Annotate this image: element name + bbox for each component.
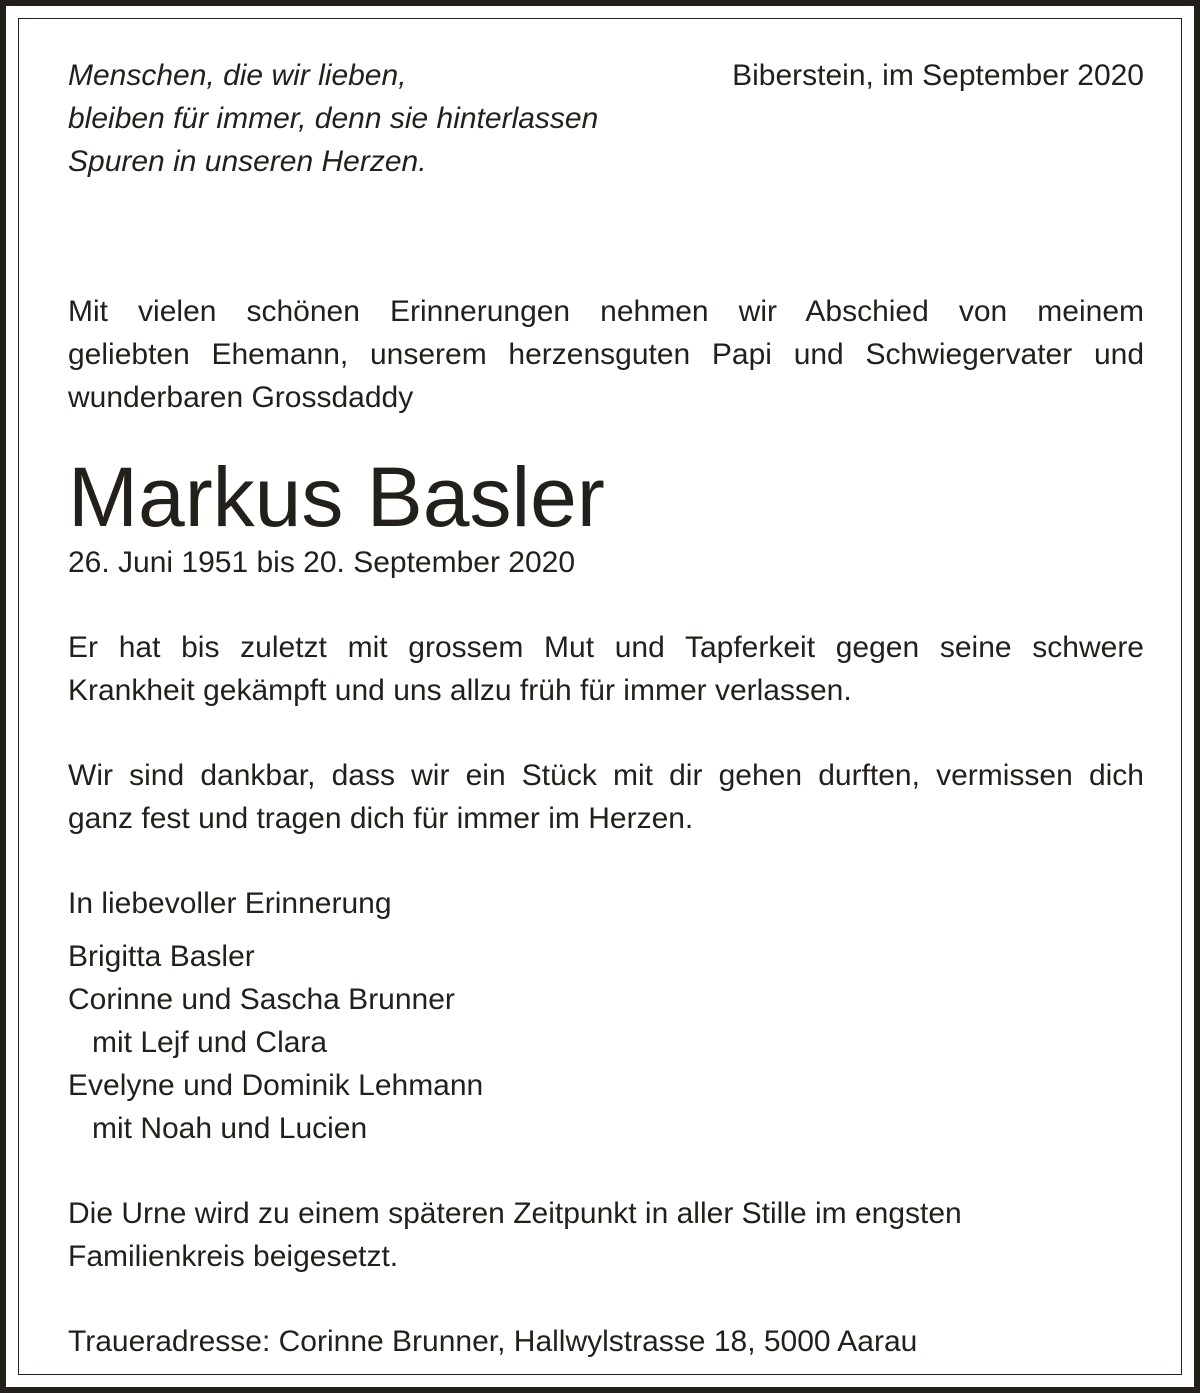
signer-name: Brigitta Basler xyxy=(68,940,255,973)
signer-name: Corinne und Sascha Brunner xyxy=(68,983,455,1016)
motto-line: bleiben für immer, denn sie hinterlassen xyxy=(68,102,599,135)
deceased-name: Markus Basler xyxy=(68,450,605,544)
paragraph-line: ganz fest und tragen dich für immer im Herzen. xyxy=(68,802,694,835)
remembrance-line: In liebevoller Erinnerung xyxy=(68,887,392,920)
signer-children: mit Noah und Lucien xyxy=(92,1112,368,1145)
intro-line: wunderbaren Grossdaddy xyxy=(68,381,414,414)
paragraph-line: Er hat bis zuletzt mit grossem Mut und Tapferkeit gegen seine schwere xyxy=(68,631,1144,664)
paragraph-struggle xyxy=(68,626,1144,712)
motto-line: Menschen, die wir lieben, xyxy=(68,59,407,92)
motto-quote xyxy=(68,54,598,183)
obituary-content xyxy=(68,54,1144,1363)
paragraph-line: Krankheit gekämpft und uns allzu früh für immer verlassen. xyxy=(68,674,852,707)
signers-list xyxy=(68,935,1144,1150)
place-date: Biberstein, im September 2020 xyxy=(732,59,1144,92)
intro-line: Mit vielen schönen Erinnerungen nehmen wir Abschied von meinem xyxy=(68,295,1144,328)
intro-line: geliebten Ehemann, unserem herzensguten Papi und Schwiegervater und xyxy=(68,338,1144,371)
motto-line: Spuren in unseren Herzen. xyxy=(68,145,427,178)
urn-notice-line: Familienkreis beigesetzt. xyxy=(68,1240,399,1273)
paragraph-line: Wir sind dankbar, dass wir ein Stück mit dir gehen durften, vermissen dich xyxy=(68,759,1144,792)
urn-notice xyxy=(68,1192,1144,1278)
life-dates: 26. Juni 1951 bis 20. September 2020 xyxy=(68,546,576,579)
signer-children: mit Lejf und Clara xyxy=(92,1026,328,1059)
paragraph-gratitude xyxy=(68,754,1144,840)
mourning-address: Traueradresse: Corinne Brunner, Hallwylstrasse 18, 5000 Aarau xyxy=(68,1325,918,1358)
signer-name: Evelyne und Dominik Lehmann xyxy=(68,1069,484,1102)
urn-notice-line: Die Urne wird zu einem späteren Zeitpunkt in aller Stille im engsten xyxy=(68,1197,962,1230)
header-row xyxy=(68,54,1144,234)
intro-paragraph xyxy=(68,290,1144,419)
